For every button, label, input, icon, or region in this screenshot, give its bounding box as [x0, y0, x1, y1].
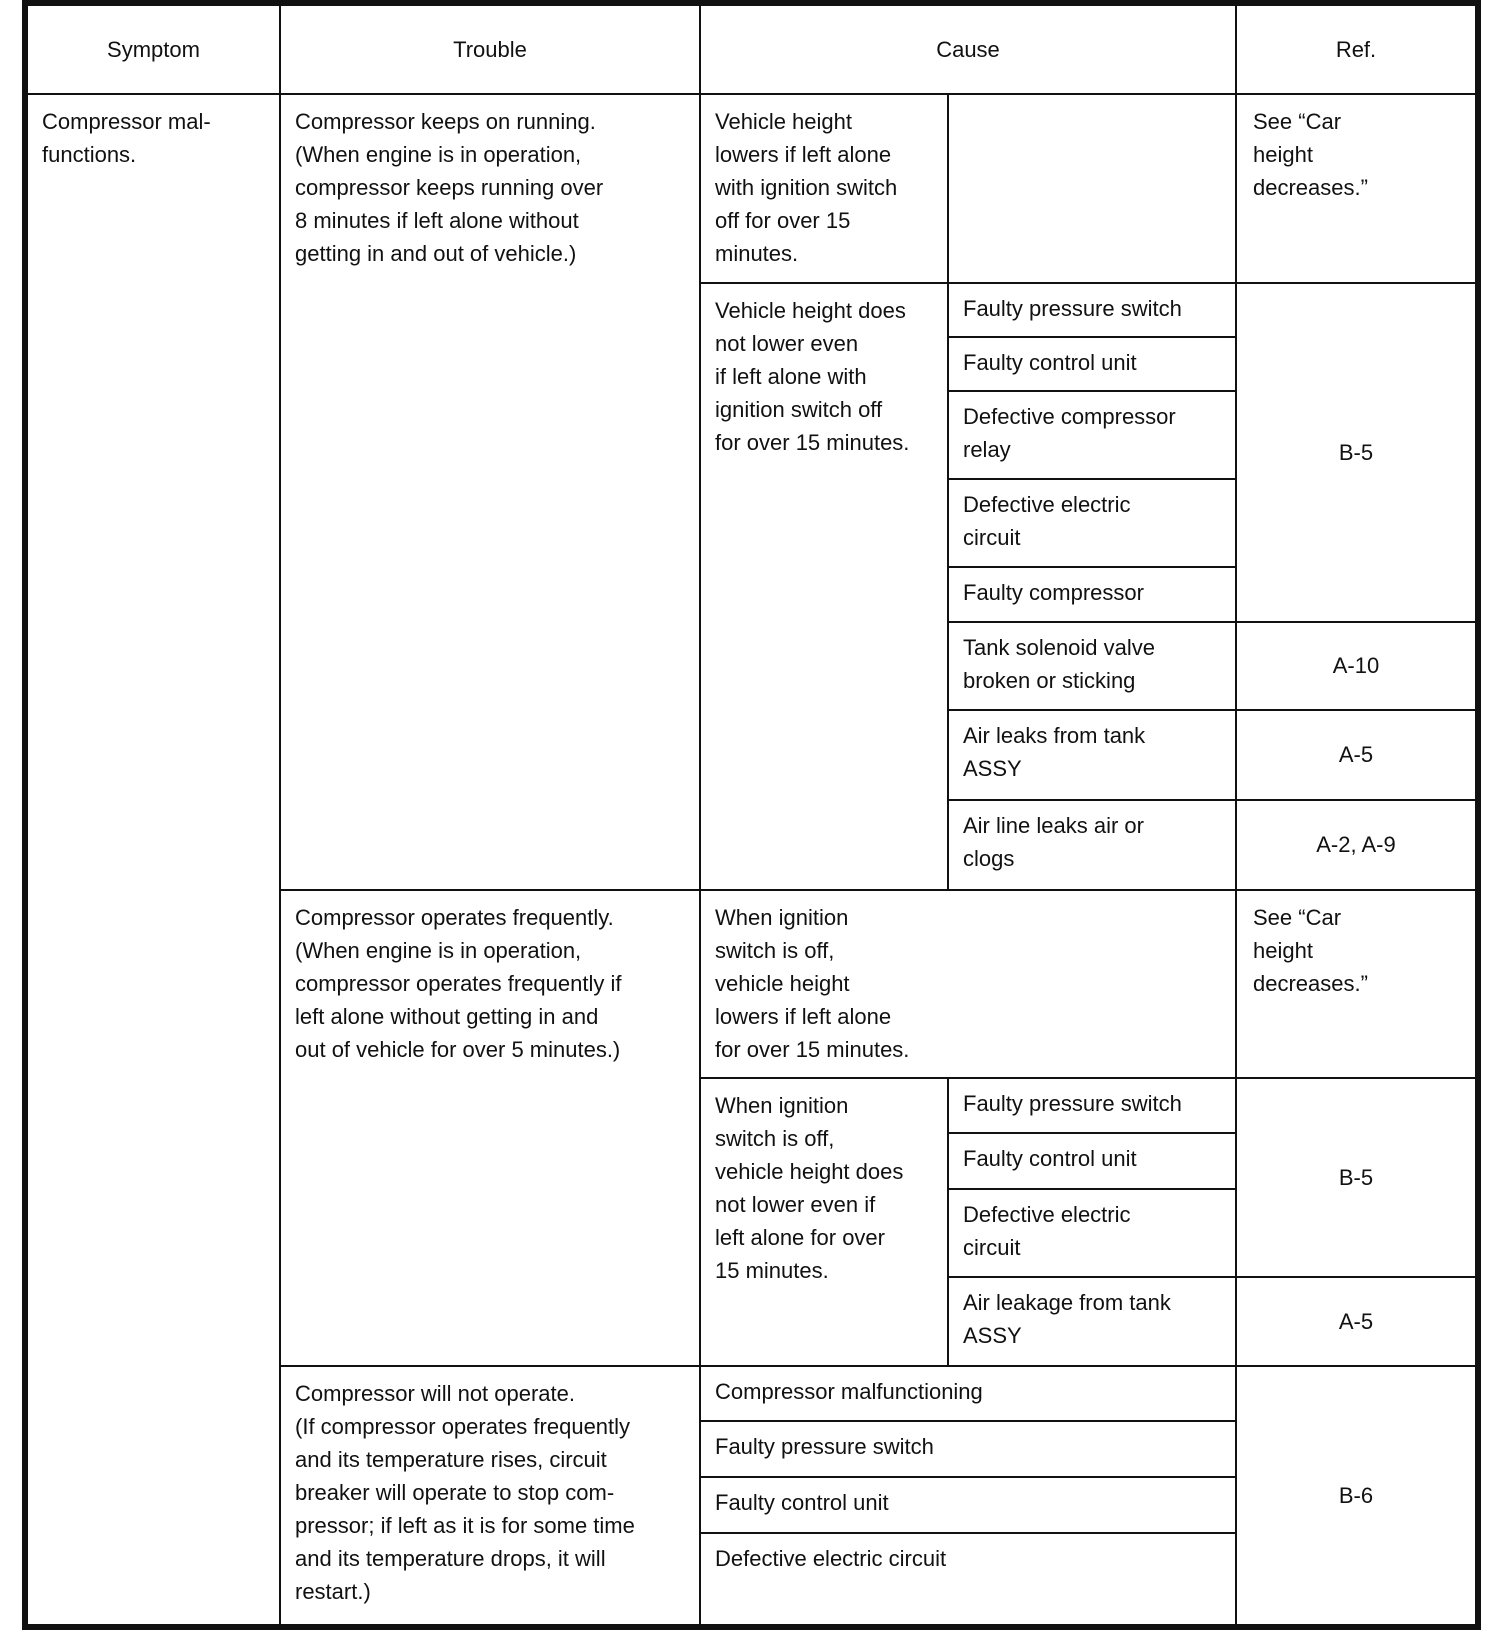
ref-cell: B-5 — [1236, 1078, 1476, 1277]
cause-cell: Defective electric circuit — [700, 1533, 1236, 1625]
ref-cell: B-6 — [1236, 1366, 1476, 1625]
trouble-cell: Compressor keeps on running. (When engine is in operation, compressor keeps running over 8 minutes if left alone without getting in and out of vehicle.) — [280, 94, 700, 889]
cause-cell: Faulty pressure switch — [948, 1078, 1236, 1133]
cause-cell: Air leakage from tank ASSY — [948, 1277, 1236, 1365]
header-ref: Ref. — [1236, 5, 1476, 94]
ref-cell: A-5 — [1236, 1277, 1476, 1365]
condition-cell: When ignition switch is off, vehicle height does not lower even if left alone for over 15 minutes. — [700, 1078, 948, 1366]
cause-cell: Faulty control unit — [948, 1133, 1236, 1189]
condition-cell: Vehicle height lowers if left alone with ignition switch off for over 15 minutes. — [700, 94, 948, 282]
ref-cell: A-10 — [1236, 622, 1476, 709]
ref-cell: See “Car height decreases.” — [1236, 890, 1476, 1078]
cause-cell: Faulty pressure switch — [948, 283, 1236, 337]
trouble-cell: Compressor operates frequently. (When engine is in operation, compressor operates frequently if left alone without getting in and out of vehicle for over 5 minutes.) — [280, 890, 700, 1366]
ref-cell: A-2, A-9 — [1236, 800, 1476, 889]
troubleshooting-table — [26, 4, 1477, 1626]
troubleshooting-table-frame — [26, 4, 1475, 1626]
cause-cell: Tank solenoid valve broken or sticking — [948, 622, 1236, 709]
cause-cell: Compressor malfunctioning — [700, 1366, 1236, 1422]
header-trouble: Trouble — [280, 5, 700, 94]
cause-cell: Defective compressor relay — [948, 391, 1236, 478]
empty-cause-cell — [948, 94, 1236, 282]
cause-cell: Air leaks from tank ASSY — [948, 710, 1236, 801]
table-row — [27, 94, 1476, 282]
cause-cell: Faulty pressure switch — [700, 1421, 1236, 1477]
condition-cell: Vehicle height does not lower even if left alone with ignition switch off for over 15 minutes. — [700, 283, 948, 890]
cause-cell: Defective electric circuit — [948, 1189, 1236, 1277]
cause-cell: Faulty compressor — [948, 567, 1236, 622]
cause-cell: Air line leaks air or clogs — [948, 800, 1236, 889]
header-symptom: Symptom — [27, 5, 280, 94]
ref-cell: A-5 — [1236, 710, 1476, 801]
cause-cell: Faulty control unit — [700, 1477, 1236, 1533]
cause-cell: Faulty control unit — [948, 337, 1236, 392]
condition-cell: When ignition switch is off, vehicle height lowers if left alone for over 15 minutes. — [700, 890, 1236, 1078]
ref-cell: B-5 — [1236, 283, 1476, 623]
header-row — [27, 5, 1476, 94]
trouble-cell: Compressor will not operate. (If compressor operates frequently and its temperature rises, circuit breaker will operate to stop com- pressor; if left as it is for some time and its temperature drops, it will restart.) — [280, 1366, 700, 1625]
symptom-cell: Compressor mal- functions. — [27, 94, 280, 1625]
cause-cell: Defective electric circuit — [948, 479, 1236, 567]
ref-cell: See “Car height decreases.” — [1236, 94, 1476, 282]
header-cause: Cause — [700, 5, 1236, 94]
